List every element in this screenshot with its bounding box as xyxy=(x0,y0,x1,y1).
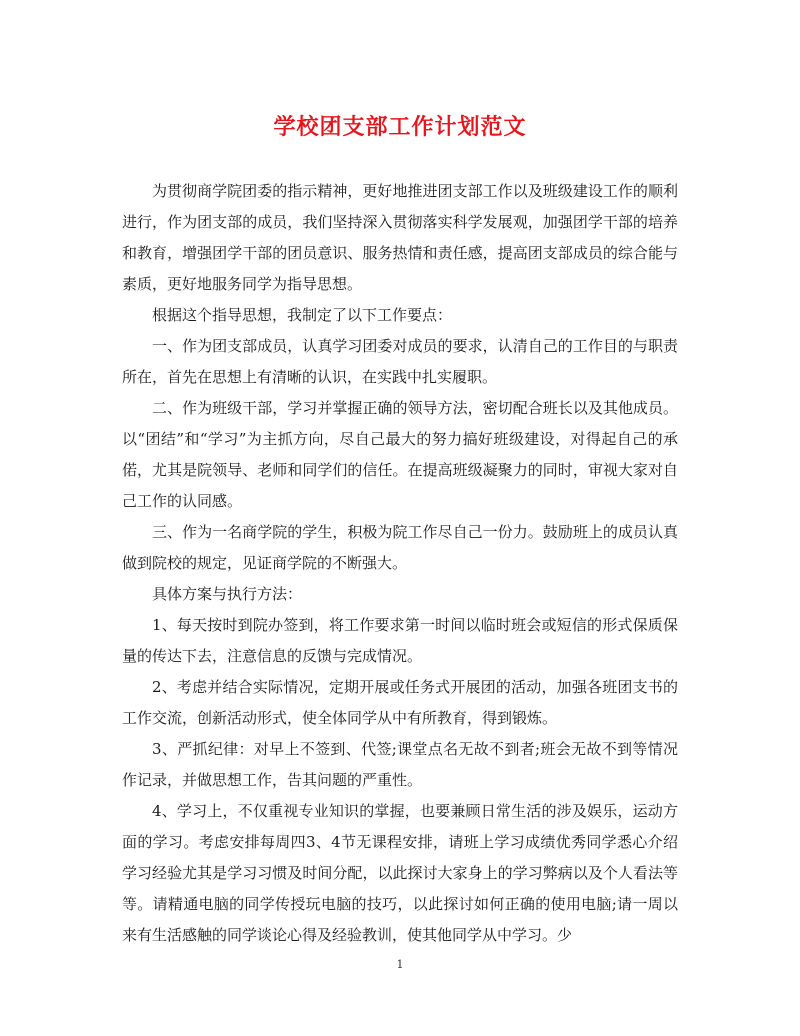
paragraph-guiding-idea: 根据这个指导思想，我制定了以下工作要点： xyxy=(152,306,453,324)
document-body xyxy=(122,176,678,951)
paragraph-method-2: 2、考虑并结合实际情况，定期开展或任务式开展团的活动，加强各班团支书的工作交流，创新活动形式，使全体同学从中有所教育，得到锻炼。 xyxy=(122,678,678,727)
page-number: 1 xyxy=(396,958,404,971)
paragraph-point-1: 一、作为团支部成员，认真学习团委对成员的要求，认清自己的工作目的与职责所在，首先在思想上有清晰的认识，在实践中扎实履职。 xyxy=(122,337,678,386)
page-title: 学校团支部工作计划范文 xyxy=(273,114,527,140)
paragraph-point-2: 二、作为班级干部，学习并掌握正确的领导方法，密切配合班长以及其他成员。以“团结”和“学习”为主抓方向，尽自己最大的努力搞好班级建设，对得起自己的承偌，尤其是院领导、老师和同学们的信任。在提高班级凝聚力的同时，审视大家对自己工作的认同感。 xyxy=(122,399,678,510)
paragraph-point-3: 三、作为一名商学院的学生，积极为院工作尽自己一份力。鼓励班上的成员认真做到院校的规定，见证商学院的不断强大。 xyxy=(122,523,678,572)
paragraph-method-1: 1、每天按时到院办签到，将工作要求第一时间以临时班会或短信的形式保质保量的传达下去，注意信息的反馈与完成情况。 xyxy=(122,616,678,665)
paragraph-method-4: 4、学习上，不仅重视专业知识的掌握，也要兼顾日常生活的涉及娱乐，运动方面的学习。考虑安排每周四3、4节无课程安排，请班上学习成绩优秀同学悉心介绍学习经验尤其是学习习惯及时间分配，以此探讨大家身上的学习弊病以及个人看法等等。请精通电脑的同学传授玩电脑的技巧，以此探讨如何正确的使用电脑;请一周以来有生活感触的同学谈论心得及经验教训，使其他同学从中学习。少 xyxy=(122,802,678,944)
paragraph-methods-heading: 具体方案与执行方法： xyxy=(152,585,303,603)
paragraph-method-3: 3、严抓纪律：对早上不签到、代签;课堂点名无故不到者;班会无故不到等情况作记录，并做思想工作，告其问题的严重性。 xyxy=(122,740,678,789)
paragraph-intro: 为贯彻商学院团委的指示精神，更好地推进团支部工作以及班级建设工作的顺利进行，作为团支部的成员，我们坚持深入贯彻落实科学发展观，加强团学干部的培养和教育，增强团学干部的团员意识、服务热情和责任感，提高团支部成员的综合能与素质，更好地服务同学为指导思想。 xyxy=(122,182,678,293)
